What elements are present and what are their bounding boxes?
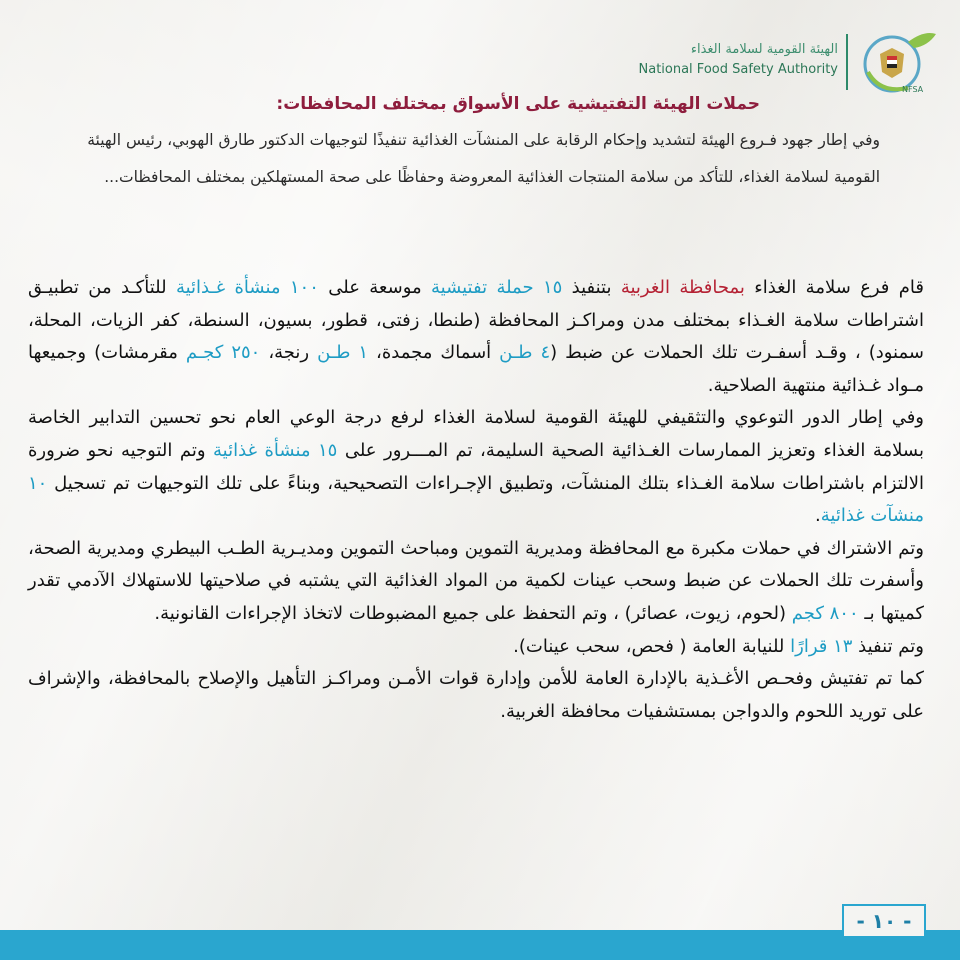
paragraph-gharbia-campaigns [28,272,924,402]
text-segment: للنيابة العامة ( فحص، سحب عينات). [513,635,791,657]
paragraph-security-inspection [28,663,924,728]
paragraph-awareness-role [28,402,924,532]
paragraph-prosecution-decisions [28,631,924,664]
text-segment: . [815,505,821,527]
highlight-seized-weight: ٨٠٠ كجم [791,602,859,624]
highlight-governorate: بمحافظة الغربية [620,277,745,298]
nfsa-emblem-icon [858,24,938,98]
intro-text: وفي إطار جهود فـروع الهيئة لتشديد وإحكام الرقابة على المنشآت الغذائية تنفيذًا لتوجيهات الدكتور طارق الهوبي، رئيس الهيئة القومية لسلامة الغذاء، للتأكد من سلامة المنتجات الغذائية المعروضة وحفاظًا على صحة المستهلكين بمختلف المحافظات... [87,131,880,186]
text-segment: موسعة على [318,277,431,298]
footer-bar [0,930,960,960]
authority-logo [618,22,938,102]
intro-section [50,92,880,196]
text-segment: وفي إطار الدور التوعوي والتثقيفي للهيئة القومية لسلامة الغذاء لرفع درجة الوعي العام نحو تحسين التدابير الخاصة بسلامة الغذاء وتعزيز الممارسات الغـذائية الصحية السليمة، تم المـــرور على [28,407,924,461]
text-segment: للتأكـد من تطبيـق اشتراطات سلامة الغـذاء بمختلف مدن ومراكـز المحافظة (طنطا، زفتى، قطور، بسيون، السنطة، كفر الزيات، المحلة، سمنود) ، وقـد أسفـرت تلك الحملات عن ضبط ( [28,277,924,364]
highlight-fish-weight: ٤ طـن [499,342,551,364]
text-segment: كما تم تفتيش وفحـص الأغـذية بالإدارة العامة للأمن وإدارة قوات الأمـن ومراكـز التأهيل والإصلاح بالمحافظة، والإشراف على توريد اللحوم والدواجن بمستشفيات محافظة الغربية. [28,668,924,722]
logo-arabic-name: الهيئة القومية لسلامة الغذاء [690,42,838,57]
highlight-herring-weight: ١ طـن [317,342,369,364]
text-segment: وتم تنفيذ [852,635,924,657]
highlight-decision-count: ١٣ قرارًا [790,635,853,657]
text-segment: أسماك مجمدة، [368,342,500,364]
text-segment: مقرمشات) وجميعها مـواد غـذائية منتهية الصلاحية. [28,342,924,396]
highlight-snacks-weight: ٢٥٠ كجـم [185,342,261,364]
page-number-box [842,904,926,938]
highlight-campaign-count: ١٥ حملة تفتيشية [430,277,563,298]
intro-title: حملات الهيئة التفتيشية على الأسواق بمختلف المحافظات: [276,94,760,114]
text-segment: بتنفيذ [562,277,621,298]
highlight-facility-count: ١٠٠ منشأة غـذائية [175,277,319,298]
logo-english-name: National Food Safety Authority [638,62,838,77]
text-segment: وتم التوجيه نحو ضرورة الالتزام باشتراطات سلامة الغـذاء بتلك المنشآت، وتطبيق الإجـراءات التصحيحية، وبناءً على تلك التوجيهات تم تسجيل [28,439,924,494]
text-segment: قام فرع سلامة الغذاء [744,277,924,298]
paragraph-joint-campaigns [28,533,924,631]
highlight-registered-facilities: ١٠ منشآت غذائية [28,472,924,527]
text-segment: رنجة، [260,342,318,364]
highlight-visited-facilities: ١٥ منشأة غذائية [213,439,338,461]
article-body [28,272,924,728]
text-segment: وتم الاشتراك في حملات مكبرة مع المحافظة ومديرية التموين ومباحث التموين ومديـرية الطـب البيطري ومديرية الصحة، وأسفرت تلك الحملات عن ضبط وسحب عينات لكمية من المواد الغذائية التي يشتبه في صلاحيتها للاستهلاك الآدمي تقدر كميتها بـ [28,537,924,624]
text-segment: (لحوم، زيوت، عصائر) ، وتم التحفظ على جميع المضبوطات لاتخاذ الإجراءات القانونية. [154,602,792,624]
logo-divider [846,34,848,90]
page-number: - ١٠ - [856,909,912,933]
svg-text:NFSA: NFSA [902,85,924,94]
